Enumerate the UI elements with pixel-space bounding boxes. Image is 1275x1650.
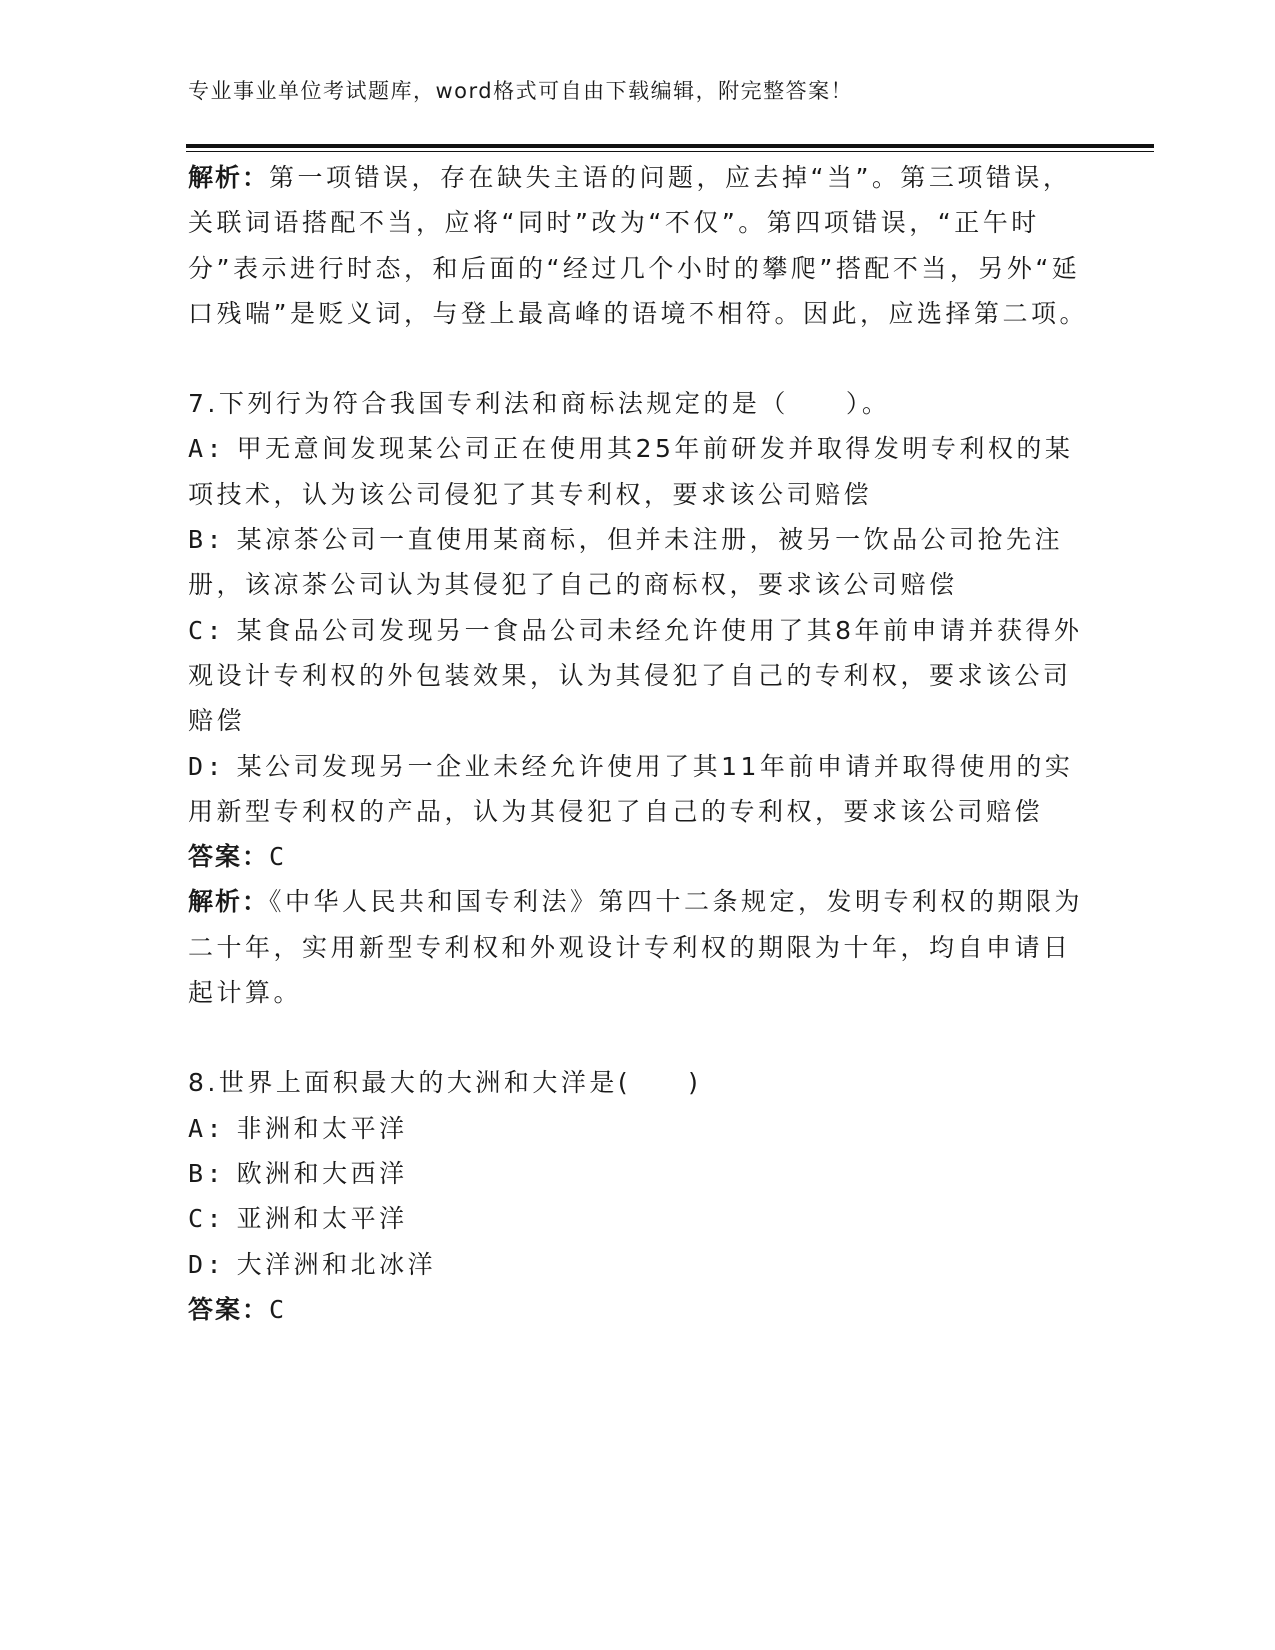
option-text: 某食品公司发现另一食品公司未经允许使用了其8年前申请并获得外观设计专利权的外包装效果，认为其侵犯了自己的专利权，要求该公司赔偿 bbox=[188, 615, 1083, 736]
analysis-label: 解析： bbox=[188, 163, 270, 192]
question-8-option-c bbox=[188, 1196, 1088, 1241]
option-text: 大洋洲和北冰洋 bbox=[236, 1249, 437, 1279]
answer-value: C bbox=[269, 1294, 288, 1324]
question-8-option-d bbox=[188, 1242, 1088, 1287]
option-text: 欧洲和大西洋 bbox=[236, 1158, 408, 1188]
option-text: 亚洲和太平洋 bbox=[236, 1204, 408, 1234]
question-7-option-d bbox=[188, 744, 1088, 835]
spacer bbox=[188, 1015, 1088, 1060]
option-key: B: bbox=[188, 1158, 226, 1188]
page-header: 专业事业单位考试题库，word格式可自由下载编辑，附完整答案！ bbox=[188, 79, 854, 103]
document-body bbox=[188, 155, 1088, 1332]
question-7-answer bbox=[188, 834, 1088, 879]
option-text: 甲无意间发现某公司正在使用其25年前研发并取得发明专利权的某项技术，认为该公司侵犯了其专利权，要求该公司赔偿 bbox=[188, 434, 1074, 509]
question-8-option-b bbox=[188, 1151, 1088, 1196]
option-key: C: bbox=[188, 1204, 226, 1234]
option-text: 非洲和太平洋 bbox=[236, 1113, 408, 1143]
question-7-stem: 7.下列行为符合我国专利法和商标法规定的是（ ）。 bbox=[188, 389, 891, 419]
question-8-option-a bbox=[188, 1106, 1088, 1151]
question-7-option-a bbox=[188, 426, 1088, 517]
spacer bbox=[188, 336, 1088, 381]
header-rule-thick bbox=[186, 144, 1154, 148]
question-7-option-c bbox=[188, 608, 1088, 744]
option-key: B: bbox=[188, 525, 226, 555]
option-key: D: bbox=[188, 751, 226, 781]
answer-label: 答案： bbox=[188, 1294, 270, 1324]
answer-label: 答案： bbox=[188, 842, 270, 872]
option-key: A: bbox=[188, 434, 226, 464]
answer-value: C bbox=[269, 842, 288, 872]
question-8-answer bbox=[188, 1287, 1088, 1332]
question-8-stem: 8.世界上面积最大的大洲和大洋是( ) bbox=[188, 1068, 702, 1098]
option-key: A: bbox=[188, 1113, 226, 1143]
option-text: 某公司发现另一企业未经允许使用了其11年前申请并取得使用的实用新型专利权的产品，认为其侵犯了自己的专利权，要求该公司赔偿 bbox=[188, 751, 1074, 826]
question-7-analysis bbox=[188, 879, 1088, 1015]
prev-analysis bbox=[188, 155, 1088, 336]
option-key: D: bbox=[188, 1249, 226, 1279]
option-text: 某凉茶公司一直使用某商标，但并未注册，被另一饮品公司抢先注册，该凉茶公司认为其侵犯了自己的商标权，要求该公司赔偿 bbox=[188, 525, 1064, 600]
analysis-text: 第一项错误，存在缺失主语的问题，应去掉“当”。第三项错误，关联词语搭配不当，应将“同时”改为“不仅”。第四项错误，“正午时分”表示进行时态，和后面的“经过几个小时的攀爬”搭配不当，另外“延口残喘”是贬义词，与登上最高峰的语境不相符。因此，应选择第二项。 bbox=[188, 163, 1088, 328]
header-rule-thin bbox=[186, 151, 1154, 152]
option-key: C: bbox=[188, 615, 226, 645]
analysis-label: 解析： bbox=[188, 887, 270, 917]
question-7-option-b bbox=[188, 517, 1088, 608]
analysis-text: 《中华人民共和国专利法》第四十二条规定，发明专利权的期限为二十年，实用新型专利权和外观设计专利权的期限为十年，均自申请日起计算。 bbox=[188, 887, 1084, 1008]
